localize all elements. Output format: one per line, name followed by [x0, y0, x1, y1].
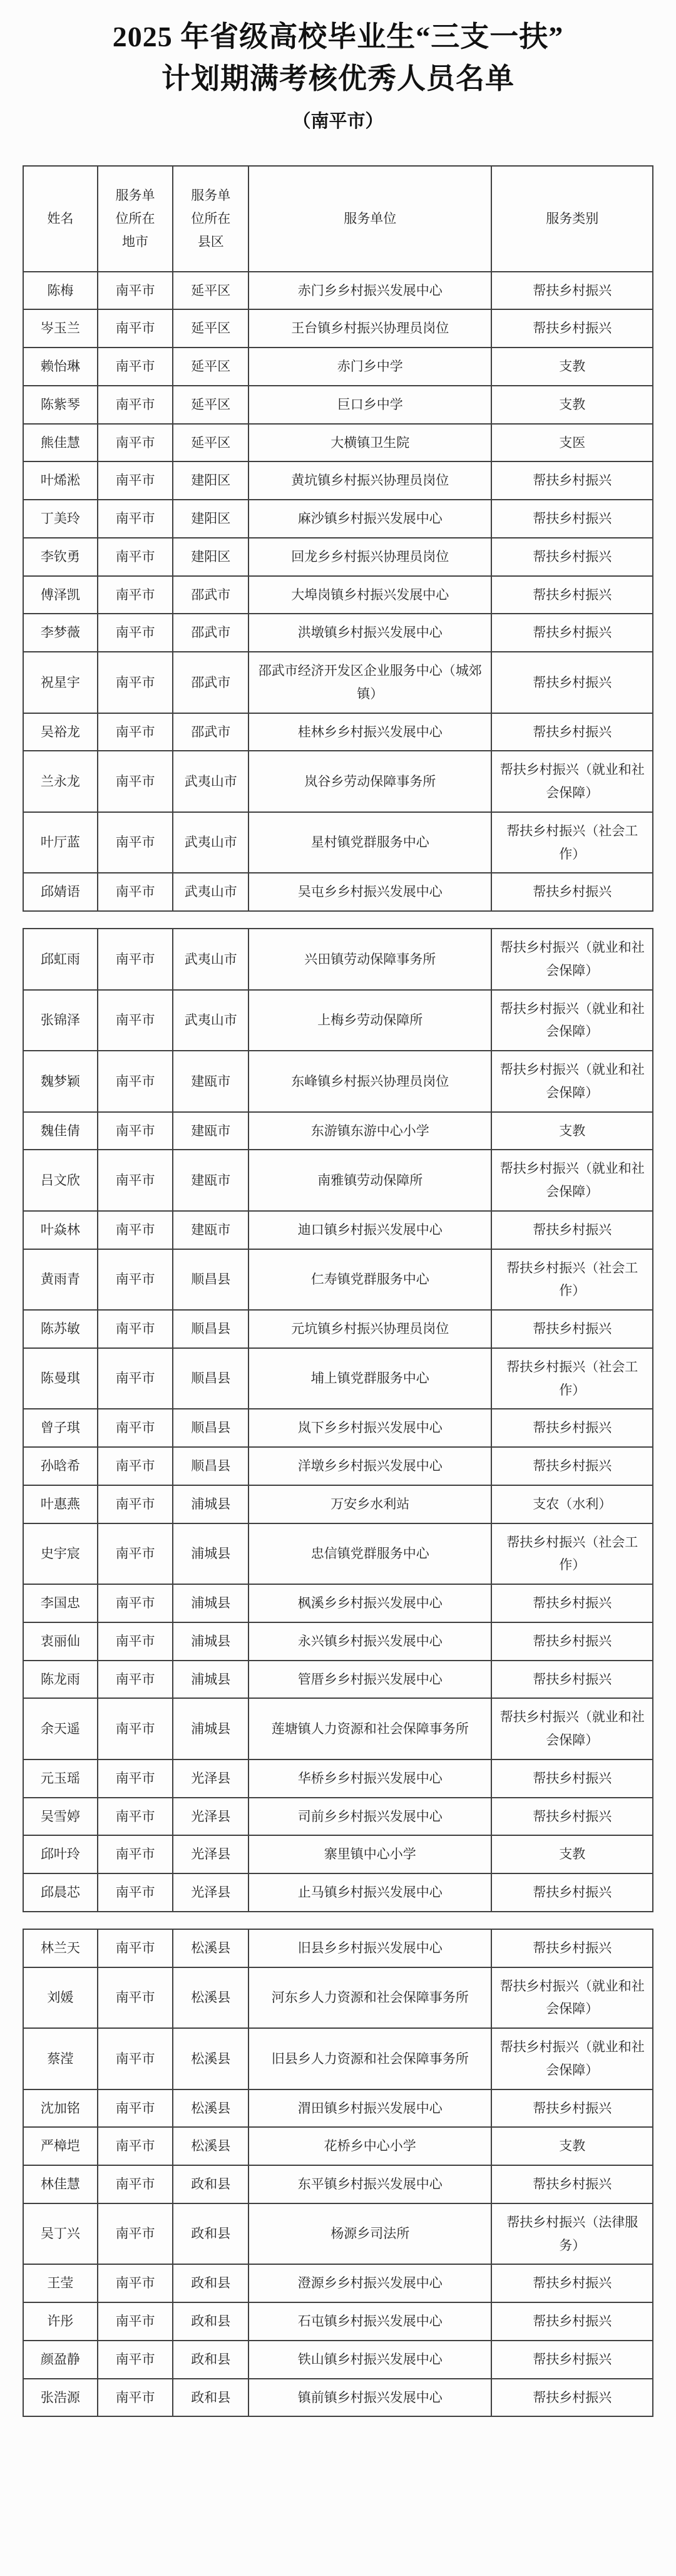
header-cell-unit: 服务单位 [248, 166, 491, 271]
cell-unit: 东游镇东游中心小学 [248, 1112, 491, 1150]
cell-category: 帮扶乡村振兴 [491, 1447, 653, 1485]
cell-county: 延平区 [173, 309, 248, 348]
table-row [23, 2264, 653, 2302]
cell-category: 帮扶乡村振兴 [491, 614, 653, 652]
cell-category: 帮扶乡村振兴 [491, 2379, 653, 2417]
cell-city: 南平市 [98, 1051, 173, 1112]
table-row [23, 348, 653, 386]
cell-category: 帮扶乡村振兴（法律服务） [491, 2203, 653, 2265]
table-row [23, 1698, 653, 1759]
table-row [23, 538, 653, 576]
cell-unit: 石屯镇乡村振兴发展中心 [248, 2302, 491, 2341]
cell-category: 帮扶乡村振兴 [491, 873, 653, 911]
cell-name: 祝星宇 [23, 652, 98, 713]
cell-county: 邵武市 [173, 652, 248, 713]
cell-county: 武夷山市 [173, 929, 248, 990]
header-cell-name: 姓名 [23, 166, 98, 271]
cell-unit: 镇前镇乡村振兴发展中心 [248, 2379, 491, 2417]
table-row [23, 2028, 653, 2089]
cell-unit: 麻沙镇乡村振兴发展中心 [248, 500, 491, 538]
cell-category: 帮扶乡村振兴 [491, 652, 653, 713]
cell-county: 松溪县 [173, 1929, 248, 1967]
table-row [23, 1310, 653, 1348]
header-cell-city: 服务单位所在地市 [98, 166, 173, 271]
cell-name: 吴雪婷 [23, 1798, 98, 1836]
table-row [23, 1798, 653, 1836]
cell-unit: 华桥乡乡村振兴发展中心 [248, 1759, 491, 1798]
cell-county: 建阳区 [173, 538, 248, 576]
cell-city: 南平市 [98, 424, 173, 462]
cell-county: 建阳区 [173, 500, 248, 538]
cell-category: 帮扶乡村振兴（就业和社会保障） [491, 929, 653, 990]
page-title-line2: 计划期满考核优秀人员名单 [161, 62, 515, 95]
cell-name: 岑玉兰 [23, 309, 98, 348]
table-row [23, 1873, 653, 1912]
table-row [23, 272, 653, 310]
table-row [23, 424, 653, 462]
cell-unit: 岚下乡乡村振兴发展中心 [248, 1409, 491, 1447]
cell-name: 陈龙雨 [23, 1661, 98, 1699]
cell-county: 建阳区 [173, 461, 248, 500]
cell-city: 南平市 [98, 1967, 173, 2029]
cell-city: 南平市 [98, 1447, 173, 1485]
cell-city: 南平市 [98, 873, 173, 911]
cell-county: 浦城县 [173, 1485, 248, 1523]
header-cell-county: 服务单位所在县区 [173, 166, 248, 271]
cell-unit: 寨里镇中心小学 [248, 1835, 491, 1873]
table-row [23, 1759, 653, 1798]
cell-county: 建瓯市 [173, 1150, 248, 1211]
cell-county: 延平区 [173, 272, 248, 310]
cell-unit: 莲塘镇人力资源和社会保障事务所 [248, 1698, 491, 1759]
cell-category: 帮扶乡村振兴 [491, 1929, 653, 1967]
table-row [23, 1112, 653, 1150]
cell-category: 帮扶乡村振兴 [491, 1798, 653, 1836]
cell-unit: 埔上镇党群服务中心 [248, 1348, 491, 1409]
page-title-line1: 2025 年省级高校毕业生“三支一扶” [112, 21, 564, 53]
cell-name: 叶烯淞 [23, 461, 98, 500]
cell-unit: 河东乡人力资源和社会保障事务所 [248, 1967, 491, 2029]
cell-name: 黄雨青 [23, 1249, 98, 1311]
cell-county: 邵武市 [173, 713, 248, 751]
cell-unit: 岚谷乡劳动保障事务所 [248, 751, 491, 812]
cell-category: 帮扶乡村振兴 [491, 1759, 653, 1798]
table-row [23, 614, 653, 652]
cell-name: 兰永龙 [23, 751, 98, 812]
cell-category: 帮扶乡村振兴 [491, 2165, 653, 2203]
cell-city: 南平市 [98, 2203, 173, 2265]
cell-city: 南平市 [98, 500, 173, 538]
cell-name: 元玉瑶 [23, 1759, 98, 1798]
cell-name: 邱叶玲 [23, 1835, 98, 1873]
cell-category: 帮扶乡村振兴 [491, 1584, 653, 1622]
cell-city: 南平市 [98, 990, 173, 1051]
cell-category: 支教 [491, 1112, 653, 1150]
cell-city: 南平市 [98, 2089, 173, 2128]
cell-county: 延平区 [173, 348, 248, 386]
cell-city: 南平市 [98, 751, 173, 812]
cell-city: 南平市 [98, 929, 173, 990]
table-row [23, 386, 653, 424]
cell-unit: 花桥乡中心小学 [248, 2127, 491, 2165]
cell-unit: 铁山镇乡村振兴发展中心 [248, 2341, 491, 2379]
cell-county: 光泽县 [173, 1759, 248, 1798]
cell-county: 松溪县 [173, 2028, 248, 2089]
cell-unit: 王台镇乡村振兴协理员岗位 [248, 309, 491, 348]
cell-name: 李国忠 [23, 1584, 98, 1622]
cell-unit: 南雅镇劳动保障所 [248, 1150, 491, 1211]
title-block [23, 16, 653, 133]
cell-county: 建瓯市 [173, 1112, 248, 1150]
cell-unit: 赤门乡乡村振兴发展中心 [248, 272, 491, 310]
cell-category: 支教 [491, 2127, 653, 2165]
cell-county: 光泽县 [173, 1873, 248, 1912]
cell-category: 帮扶乡村振兴（就业和社会保障） [491, 751, 653, 812]
cell-name: 颜盈静 [23, 2341, 98, 2379]
cell-city: 南平市 [98, 614, 173, 652]
cell-name: 曾子琪 [23, 1409, 98, 1447]
cell-name: 吴丁兴 [23, 2203, 98, 2265]
cell-category: 帮扶乡村振兴 [491, 1873, 653, 1912]
cell-name: 张锦泽 [23, 990, 98, 1051]
cell-county: 邵武市 [173, 614, 248, 652]
cell-county: 顺昌县 [173, 1447, 248, 1485]
cell-county: 浦城县 [173, 1584, 248, 1622]
table-row [23, 713, 653, 751]
table-row [23, 652, 653, 713]
cell-name: 陈苏敏 [23, 1310, 98, 1348]
cell-city: 南平市 [98, 2165, 173, 2203]
cell-name: 邱虹雨 [23, 929, 98, 990]
cell-category: 帮扶乡村振兴 [491, 713, 653, 751]
table-row [23, 1622, 653, 1661]
cell-name: 赖怡琳 [23, 348, 98, 386]
cell-category: 帮扶乡村振兴 [491, 309, 653, 348]
cell-unit: 迪口镇乡村振兴发展中心 [248, 1211, 491, 1249]
cell-name: 陈曼琪 [23, 1348, 98, 1409]
table-row [23, 576, 653, 614]
cell-name: 李钦勇 [23, 538, 98, 576]
table-row [23, 2089, 653, 2128]
table-row [23, 929, 653, 990]
cell-city: 南平市 [98, 2264, 173, 2302]
cell-name: 熊佳慧 [23, 424, 98, 462]
cell-category: 帮扶乡村振兴 [491, 272, 653, 310]
cell-name: 陈梅 [23, 272, 98, 310]
cell-county: 政和县 [173, 2302, 248, 2341]
table-row [23, 2302, 653, 2341]
cell-unit: 巨口乡中学 [248, 386, 491, 424]
cell-unit: 渭田镇乡村振兴发展中心 [248, 2089, 491, 2128]
cell-city: 南平市 [98, 1661, 173, 1699]
cell-name: 王莹 [23, 2264, 98, 2302]
cell-name: 刘媛 [23, 1967, 98, 2029]
cell-unit: 东平镇乡村振兴发展中心 [248, 2165, 491, 2203]
personnel-table-block-3 [23, 1929, 653, 2418]
cell-unit: 元坑镇乡村振兴协理员岗位 [248, 1310, 491, 1348]
cell-county: 武夷山市 [173, 873, 248, 911]
personnel-table-block-1 [23, 165, 653, 912]
cell-county: 顺昌县 [173, 1249, 248, 1311]
cell-county: 政和县 [173, 2341, 248, 2379]
cell-city: 南平市 [98, 1759, 173, 1798]
table-row [23, 2127, 653, 2165]
cell-category: 帮扶乡村振兴 [491, 1622, 653, 1661]
cell-category: 帮扶乡村振兴 [491, 1211, 653, 1249]
cell-unit: 止马镇乡村振兴发展中心 [248, 1873, 491, 1912]
cell-category: 帮扶乡村振兴（就业和社会保障） [491, 1698, 653, 1759]
table-row [23, 751, 653, 812]
cell-city: 南平市 [98, 2341, 173, 2379]
cell-county: 浦城县 [173, 1523, 248, 1585]
cell-unit: 万安乡水利站 [248, 1485, 491, 1523]
cell-category: 支教 [491, 386, 653, 424]
cell-city: 南平市 [98, 713, 173, 751]
cell-name: 严樟垲 [23, 2127, 98, 2165]
cell-unit: 大横镇卫生院 [248, 424, 491, 462]
cell-category: 帮扶乡村振兴 [491, 576, 653, 614]
cell-unit: 黄坑镇乡村振兴协理员岗位 [248, 461, 491, 500]
cell-county: 浦城县 [173, 1698, 248, 1759]
table-row [23, 2341, 653, 2379]
cell-category: 帮扶乡村振兴（社会工作） [491, 1249, 653, 1311]
cell-name: 许彤 [23, 2302, 98, 2341]
header-cell-category: 服务类别 [491, 166, 653, 271]
table-row [23, 873, 653, 911]
cell-category: 帮扶乡村振兴（就业和社会保障） [491, 1150, 653, 1211]
cell-county: 顺昌县 [173, 1310, 248, 1348]
personnel-table-block-2 [23, 928, 653, 1912]
cell-category: 帮扶乡村振兴 [491, 2341, 653, 2379]
cell-city: 南平市 [98, 272, 173, 310]
cell-category: 支教 [491, 1835, 653, 1873]
cell-unit: 桂林乡乡村振兴发展中心 [248, 713, 491, 751]
cell-county: 浦城县 [173, 1622, 248, 1661]
cell-county: 武夷山市 [173, 812, 248, 873]
cell-name: 魏梦颖 [23, 1051, 98, 1112]
cell-city: 南平市 [98, 1249, 173, 1311]
cell-category: 帮扶乡村振兴 [491, 1409, 653, 1447]
table-row [23, 1967, 653, 2029]
cell-category: 帮扶乡村振兴（社会工作） [491, 812, 653, 873]
cell-city: 南平市 [98, 652, 173, 713]
cell-unit: 旧县乡人力资源和社会保障事务所 [248, 2028, 491, 2089]
cell-category: 帮扶乡村振兴（就业和社会保障） [491, 2028, 653, 2089]
cell-name: 邱晨芯 [23, 1873, 98, 1912]
cell-county: 松溪县 [173, 2089, 248, 2128]
table-row [23, 2379, 653, 2417]
table-row [23, 1929, 653, 1967]
cell-unit: 赤门乡中学 [248, 348, 491, 386]
cell-county: 浦城县 [173, 1661, 248, 1699]
cell-city: 南平市 [98, 1523, 173, 1585]
cell-category: 帮扶乡村振兴 [491, 1661, 653, 1699]
cell-unit: 澄源乡乡村振兴发展中心 [248, 2264, 491, 2302]
cell-category: 帮扶乡村振兴 [491, 2089, 653, 2128]
cell-unit: 永兴镇乡村振兴发展中心 [248, 1622, 491, 1661]
table-row [23, 1661, 653, 1699]
cell-city: 南平市 [98, 1112, 173, 1150]
cell-name: 陈紫琴 [23, 386, 98, 424]
cell-county: 顺昌县 [173, 1348, 248, 1409]
cell-city: 南平市 [98, 1348, 173, 1409]
table-row [23, 1485, 653, 1523]
cell-city: 南平市 [98, 461, 173, 500]
table-row [23, 2203, 653, 2265]
cell-name: 林佳慧 [23, 2165, 98, 2203]
cell-county: 松溪县 [173, 1967, 248, 2029]
cell-unit: 忠信镇党群服务中心 [248, 1523, 491, 1585]
cell-city: 南平市 [98, 812, 173, 873]
cell-category: 支医 [491, 424, 653, 462]
cell-unit: 大埠岗镇乡村振兴发展中心 [248, 576, 491, 614]
cell-name: 张浩源 [23, 2379, 98, 2417]
cell-unit: 洋墩乡乡村振兴发展中心 [248, 1447, 491, 1485]
cell-city: 南平市 [98, 1211, 173, 1249]
cell-city: 南平市 [98, 1698, 173, 1759]
cell-name: 蔡滢 [23, 2028, 98, 2089]
cell-name: 叶惠燕 [23, 1485, 98, 1523]
cell-unit: 洪墩镇乡村振兴发展中心 [248, 614, 491, 652]
cell-city: 南平市 [98, 309, 173, 348]
table-row [23, 309, 653, 348]
table-row [23, 1211, 653, 1249]
cell-unit: 上梅乡劳动保障所 [248, 990, 491, 1051]
table-row [23, 812, 653, 873]
page-subtitle: （南平市） [292, 111, 384, 132]
cell-category: 帮扶乡村振兴 [491, 2302, 653, 2341]
cell-county: 武夷山市 [173, 751, 248, 812]
cell-category: 帮扶乡村振兴（就业和社会保障） [491, 990, 653, 1051]
cell-unit: 回龙乡乡村振兴协理员岗位 [248, 538, 491, 576]
cell-county: 政和县 [173, 2203, 248, 2265]
cell-county: 光泽县 [173, 1798, 248, 1836]
cell-name: 吴裕龙 [23, 713, 98, 751]
table-row [23, 1447, 653, 1485]
cell-county: 延平区 [173, 386, 248, 424]
cell-unit: 东峰镇乡村振兴协理员岗位 [248, 1051, 491, 1112]
cell-city: 南平市 [98, 1929, 173, 1967]
cell-name: 林兰天 [23, 1929, 98, 1967]
cell-county: 政和县 [173, 2379, 248, 2417]
cell-county: 顺昌县 [173, 1409, 248, 1447]
cell-unit: 星村镇党群服务中心 [248, 812, 491, 873]
cell-category: 帮扶乡村振兴（社会工作） [491, 1348, 653, 1409]
table-row [23, 2165, 653, 2203]
cell-unit: 邵武市经济开发区企业服务中心（城郊镇） [248, 652, 491, 713]
cell-name: 吕文欣 [23, 1150, 98, 1211]
cell-city: 南平市 [98, 1835, 173, 1873]
cell-category: 帮扶乡村振兴 [491, 2264, 653, 2302]
cell-name: 邱婧语 [23, 873, 98, 911]
table-row [23, 1409, 653, 1447]
cell-city: 南平市 [98, 1150, 173, 1211]
table-row [23, 1051, 653, 1112]
cell-name: 余天遥 [23, 1698, 98, 1759]
cell-category: 帮扶乡村振兴 [491, 500, 653, 538]
table-row [23, 990, 653, 1051]
cell-category: 帮扶乡村振兴 [491, 1310, 653, 1348]
cell-county: 延平区 [173, 424, 248, 462]
cell-unit: 兴田镇劳动保障事务所 [248, 929, 491, 990]
cell-unit: 旧县乡乡村振兴发展中心 [248, 1929, 491, 1967]
cell-category: 支农（水利） [491, 1485, 653, 1523]
table-row [23, 1584, 653, 1622]
cell-county: 邵武市 [173, 576, 248, 614]
cell-county: 光泽县 [173, 1835, 248, 1873]
cell-county: 松溪县 [173, 2127, 248, 2165]
cell-unit: 仁寿镇党群服务中心 [248, 1249, 491, 1311]
cell-category: 支教 [491, 348, 653, 386]
cell-city: 南平市 [98, 1622, 173, 1661]
cell-city: 南平市 [98, 1485, 173, 1523]
cell-category: 帮扶乡村振兴（就业和社会保障） [491, 1967, 653, 2029]
cell-category: 帮扶乡村振兴 [491, 461, 653, 500]
cell-city: 南平市 [98, 2379, 173, 2417]
cell-category: 帮扶乡村振兴（社会工作） [491, 1523, 653, 1585]
cell-name: 叶焱林 [23, 1211, 98, 1249]
table-row [23, 1150, 653, 1211]
cell-name: 叶厅蓝 [23, 812, 98, 873]
cell-unit: 杨源乡司法所 [248, 2203, 491, 2265]
cell-name: 丁美玲 [23, 500, 98, 538]
cell-city: 南平市 [98, 1873, 173, 1912]
cell-name: 傅泽凯 [23, 576, 98, 614]
table-header-row [23, 166, 653, 271]
cell-unit: 枫溪乡乡村振兴发展中心 [248, 1584, 491, 1622]
cell-name: 史宇宸 [23, 1523, 98, 1585]
table-row [23, 1835, 653, 1873]
cell-unit: 吴屯乡乡村振兴发展中心 [248, 873, 491, 911]
cell-county: 政和县 [173, 2264, 248, 2302]
table-row [23, 500, 653, 538]
cell-name: 魏佳倩 [23, 1112, 98, 1150]
cell-city: 南平市 [98, 576, 173, 614]
cell-city: 南平市 [98, 2302, 173, 2341]
cell-city: 南平市 [98, 348, 173, 386]
cell-city: 南平市 [98, 386, 173, 424]
cell-name: 李梦薇 [23, 614, 98, 652]
table-row [23, 461, 653, 500]
cell-category: 帮扶乡村振兴（就业和社会保障） [491, 1051, 653, 1112]
cell-city: 南平市 [98, 1310, 173, 1348]
cell-name: 衷丽仙 [23, 1622, 98, 1661]
cell-city: 南平市 [98, 538, 173, 576]
cell-category: 帮扶乡村振兴 [491, 538, 653, 576]
cell-county: 建瓯市 [173, 1051, 248, 1112]
cell-city: 南平市 [98, 1584, 173, 1622]
cell-city: 南平市 [98, 2028, 173, 2089]
table-row [23, 1249, 653, 1311]
cell-county: 建瓯市 [173, 1211, 248, 1249]
cell-city: 南平市 [98, 2127, 173, 2165]
cell-unit: 管厝乡乡村振兴发展中心 [248, 1661, 491, 1699]
cell-county: 武夷山市 [173, 990, 248, 1051]
cell-name: 孙晗希 [23, 1447, 98, 1485]
cell-name: 沈加铭 [23, 2089, 98, 2128]
cell-unit: 司前乡乡村振兴发展中心 [248, 1798, 491, 1836]
cell-city: 南平市 [98, 1798, 173, 1836]
cell-city: 南平市 [98, 1409, 173, 1447]
table-row [23, 1348, 653, 1409]
cell-county: 政和县 [173, 2165, 248, 2203]
table-row [23, 1523, 653, 1585]
